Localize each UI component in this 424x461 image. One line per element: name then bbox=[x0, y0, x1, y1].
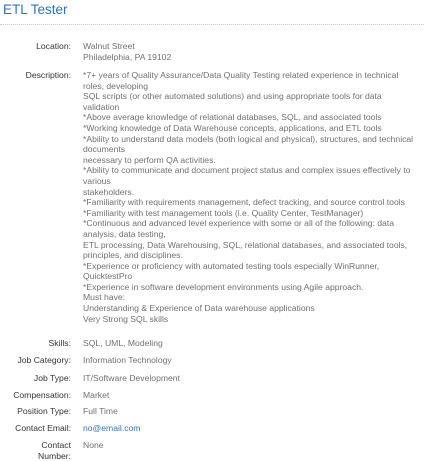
description-line: validation bbox=[83, 101, 120, 112]
contact-email-label: Contact Email: bbox=[15, 423, 71, 433]
description-line: *Experience or proficiency with automated testing tools especially WinRunner, bbox=[83, 260, 380, 271]
job-type-label: Job Type: bbox=[33, 373, 71, 383]
description-line: *Familiarity with requirements management, defect tracking, and source control tools bbox=[83, 197, 405, 208]
contact-number-label-line: Contact bbox=[41, 440, 71, 450]
description-line: *Ability to understand data models (both logical and physical), structures, and technical bbox=[83, 133, 414, 144]
description-line: analysis, data testing, bbox=[83, 228, 166, 239]
description-line: *Working knowledge of Data Warehouse concepts, applications, and ETL tools bbox=[83, 122, 382, 133]
contact-number-label-line: Number: bbox=[38, 450, 71, 461]
position-type-value: Full Time bbox=[83, 406, 118, 416]
position-type-label: Position Type: bbox=[17, 406, 71, 416]
job-category-value: Information Technology bbox=[83, 355, 172, 365]
description-line: *Above average knowledge of relational databases, SQL, and associated tools bbox=[83, 112, 382, 123]
description-line: Very Strong SQL skills bbox=[83, 313, 169, 324]
contact-number-value: None bbox=[83, 440, 104, 450]
compensation-label: Compensation: bbox=[13, 390, 71, 400]
job-title: ETL Tester bbox=[3, 2, 68, 17]
skills-value: SQL, UML, Modeling bbox=[83, 338, 163, 348]
location-label: Location: bbox=[36, 41, 71, 51]
location-line: Walnut Street bbox=[83, 41, 135, 51]
description-label: Description: bbox=[25, 70, 71, 80]
description-line: *Experience in software development environments using Agile approach. bbox=[83, 281, 364, 292]
description-line: necessary to perform QA activities. bbox=[83, 154, 216, 165]
description-line: *Continuous and advanced level experience with some or all of the following: data bbox=[83, 218, 394, 229]
description-line: principles, and disciplines. bbox=[83, 250, 183, 261]
job-type-value: IT/Software Development bbox=[83, 373, 180, 383]
contact-number-label bbox=[38, 440, 71, 461]
job-category-label: Job Category: bbox=[17, 355, 71, 365]
description-line: QuicktestPro bbox=[83, 271, 133, 282]
description-line: Must have: bbox=[83, 292, 126, 303]
compensation-value: Market bbox=[83, 390, 110, 400]
description-line: *7+ years of Quality Assurance/Data Quality Testing related experience in technical bbox=[83, 70, 399, 80]
description-line: *Familiarity with test management tools (i.e. Quality Center, TestManager) bbox=[83, 207, 364, 218]
description-line: *Ability to communicate and document project status and complex issues effectively to bbox=[83, 165, 411, 176]
description-line: various bbox=[83, 175, 111, 186]
location-line: Philadelphia, PA 19102 bbox=[83, 51, 172, 62]
contact-email-link[interactable]: no@email.com bbox=[83, 423, 141, 433]
description-line: Understanding & Experience of Data warehouse applications bbox=[83, 303, 315, 314]
description-line: ETL processing, Data Warehousing, SQL, relational databases, and associated tools, bbox=[83, 239, 408, 250]
title-divider bbox=[0, 24, 424, 25]
location-value bbox=[83, 41, 171, 62]
description-line: SQL scripts (or other automated solutions) and using appropriate tools for data bbox=[83, 91, 382, 102]
description-line: documents bbox=[83, 144, 126, 155]
skills-label: Skills: bbox=[48, 338, 71, 348]
description-line: roles, developing bbox=[83, 80, 148, 91]
description-line: stakeholders. bbox=[83, 186, 135, 197]
description-value bbox=[83, 70, 413, 324]
